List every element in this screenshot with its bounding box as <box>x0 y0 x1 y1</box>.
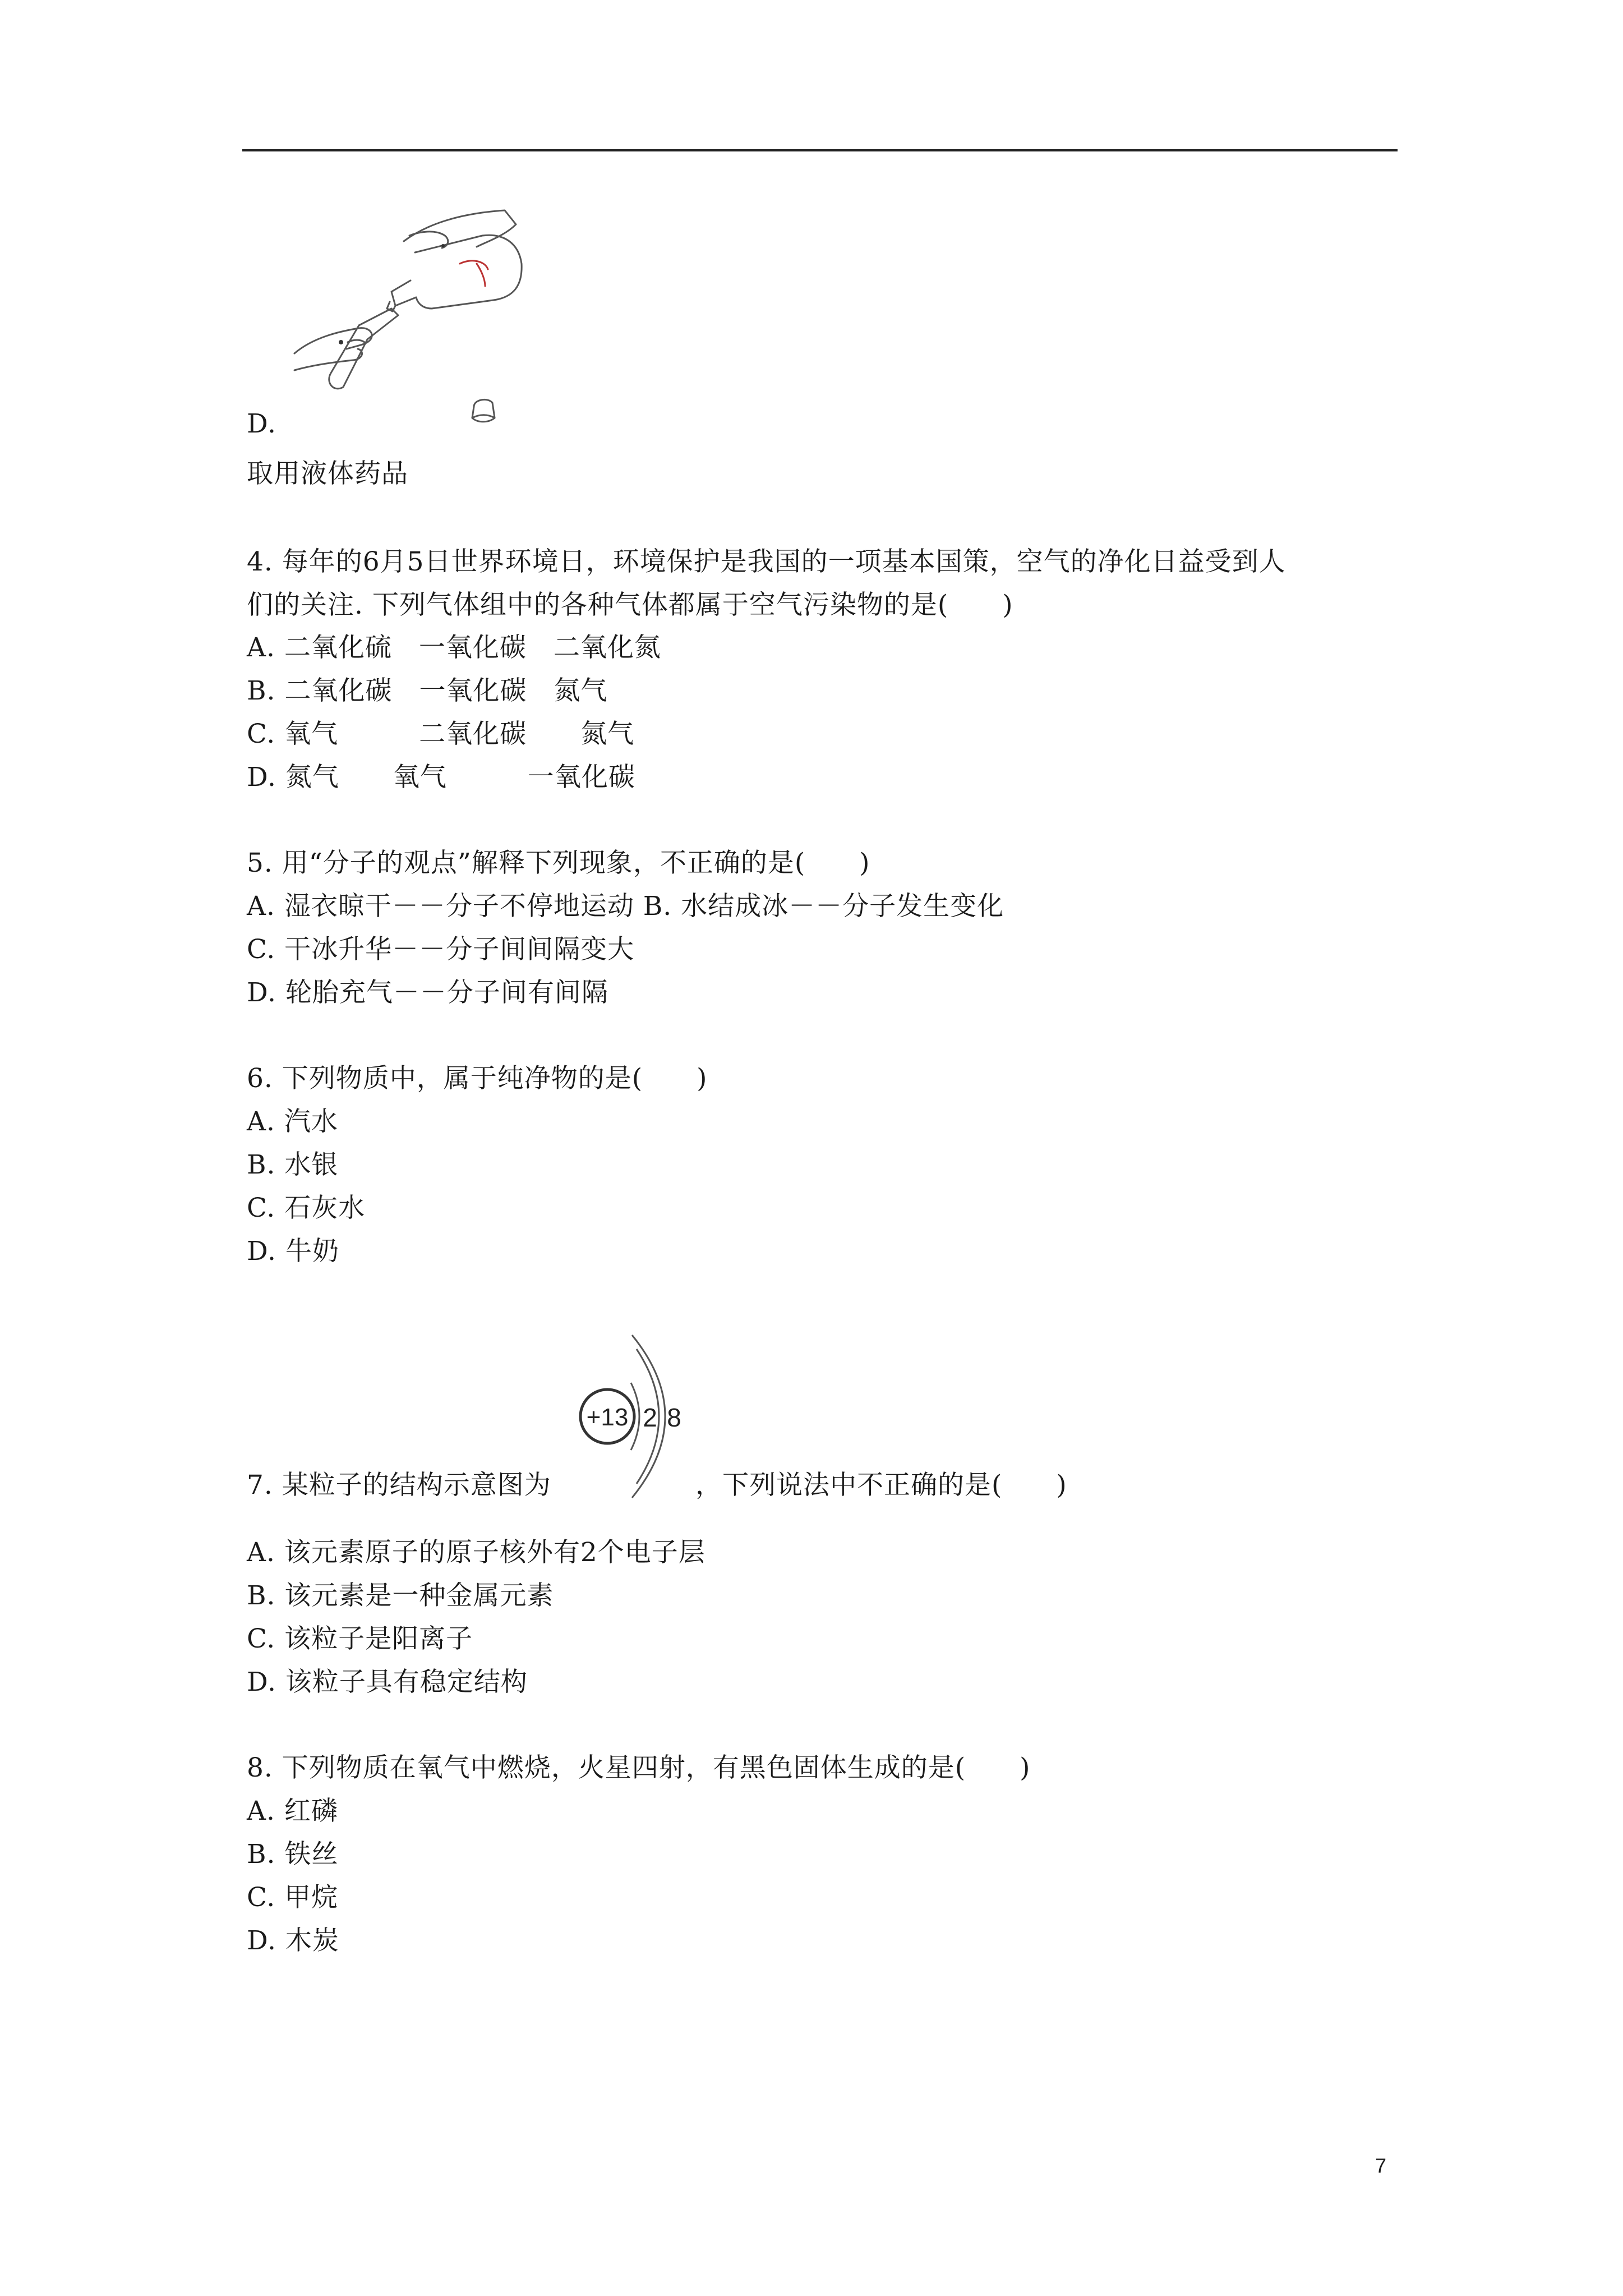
page-number: 7 <box>1375 2154 1387 2177</box>
q7-option-b: B. 该元素是一种金属元素 <box>247 1580 554 1611</box>
pouring-liquid-illustration <box>292 202 538 438</box>
q5-option-ab: A. 湿衣晾干－－分子不停地运动 B. 水结成冰－－分子发生变化 <box>247 891 1004 922</box>
q3-option-d-label: D. <box>247 408 276 439</box>
q4-option-b: B. 二氧化碳 一氧化碳 氮气 <box>247 675 608 706</box>
q8-option-d: D. 木炭 <box>247 1925 339 1956</box>
shell-2-electrons: 8 <box>667 1403 681 1432</box>
q6-stem: 6. 下列物质中，属于纯净物的是( ) <box>247 1063 708 1094</box>
q6-option-b: B. 水银 <box>247 1149 339 1180</box>
q5-option-c: C. 干冰升华－－分子间间隔变大 <box>247 934 635 965</box>
shell-1-electrons: 2 <box>643 1403 657 1432</box>
q5-option-d: D. 轮胎充气－－分子间有间隔 <box>247 977 608 1008</box>
q4-stem-line1: 4. 每年的6月5日世界环境日，环境保护是我国的一项基本国策，空气的净化日益受到人 <box>247 546 1286 577</box>
q8-option-b: B. 铁丝 <box>247 1839 339 1870</box>
q7-option-a: A. 该元素原子的原子核外有2个电子层 <box>247 1537 706 1568</box>
q7-option-c: C. 该粒子是阳离子 <box>247 1623 473 1654</box>
q5-stem: 5. 用“分子的观点”解释下列现象，不正确的是( ) <box>247 848 870 878</box>
q3-option-d-caption: 取用液体药品 <box>247 458 408 489</box>
q7-stem-before: 7. 某粒子的结构示意图为 <box>247 1470 551 1501</box>
q4-option-c: C. 氧气 二氧化碳 氮气 <box>247 719 635 749</box>
q6-option-a: A. 汽水 <box>247 1106 338 1137</box>
q7-stem-after: ，下列说法中不正确的是( ) <box>695 1470 1067 1501</box>
q4-option-d: D. 氮气 氧气 一氧化碳 <box>247 762 635 793</box>
q4-stem-line2: 们的关注. 下列气体组中的各种气体都属于空气污染物的是( ) <box>247 590 1013 620</box>
q6-option-c: C. 石灰水 <box>247 1193 366 1223</box>
q7-option-d: D. 该粒子具有稳定结构 <box>247 1667 528 1697</box>
atomic-structure-diagram <box>569 1332 698 1501</box>
q8-stem: 8. 下列物质在氧气中燃烧，火星四射，有黑色固体生成的是( ) <box>247 1752 1031 1783</box>
q8-option-c: C. 甲烷 <box>247 1882 339 1913</box>
q4-option-a: A. 二氧化硫 一氧化碳 二氧化氮 <box>247 632 661 663</box>
nucleus-charge-label: +13 <box>586 1404 629 1431</box>
q6-option-d: D. 牛奶 <box>247 1236 339 1267</box>
q8-option-a: A. 红磷 <box>247 1796 338 1826</box>
header-rule <box>242 149 1398 151</box>
